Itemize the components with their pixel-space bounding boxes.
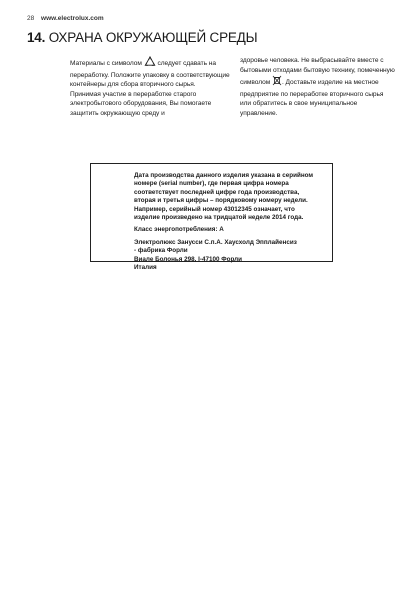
left-paragraph-1: [70, 56, 232, 90]
right-text-fragment: . Доставьте изделие на местное предприятие по переработке вторичного сырья или обратитесь в свое муниципальное управление.: [240, 79, 384, 117]
left-text-fragment: Материалы с символом: [70, 60, 142, 68]
crossed-bin-icon: [272, 75, 282, 90]
right-text-fragment: здоровье человека. Не выбрасывайте вместе с бытовыми отходами бытовую технику, помеченную символом: [240, 57, 395, 87]
manufacturer-address-line-4: Италия: [134, 264, 157, 272]
left-text-column: [70, 56, 232, 119]
energy-class: Класс энергопотребления: А: [134, 226, 224, 234]
section-title-text: ОХРАНА ОКРУЖАЮЩЕЙ СРЕДЫ: [48, 30, 258, 45]
left-text-fragment: следует сдавать: [157, 60, 207, 68]
section-title: [27, 30, 257, 45]
page-number: 28: [27, 15, 35, 22]
website-url: www.electrolux.com: [41, 15, 104, 22]
right-paragraph: [240, 56, 396, 119]
manufacturer-address-line-2: - фабрика Форли: [134, 247, 188, 255]
manufacturer-address-line-1: Электролюкс Занусси С.п.А. Хаусхолд Эпплайенсиз: [134, 238, 297, 246]
right-text-column: [240, 56, 396, 119]
page-header: [27, 15, 104, 22]
left-paragraph-2: Принимая участие в переработке старого электробытового оборудования, Вы помогаете защитить окружающую среду и: [70, 90, 212, 117]
production-info-box: [90, 163, 333, 272]
recycle-icon: [144, 56, 156, 71]
serial-number-explanation: Дата производства данного изделия указана в серийном номере (serial number), где первая цифра номера соответствует последней цифре года производства, вторая и третья цифры – порядковому номеру недели. Например, серийный номер 43012345 означает, что изделие произведено на тридцатой неделе 2014 года.: [134, 172, 314, 222]
left-text-fragment: на переработку. Положите упаковку в соответствующие контейнеры для сбора вторичного сырья.: [70, 60, 230, 89]
manufacturer-address-line-3: Виале Болонья 298, I-47100 Форли: [134, 255, 243, 263]
section-number: 14.: [27, 30, 46, 45]
